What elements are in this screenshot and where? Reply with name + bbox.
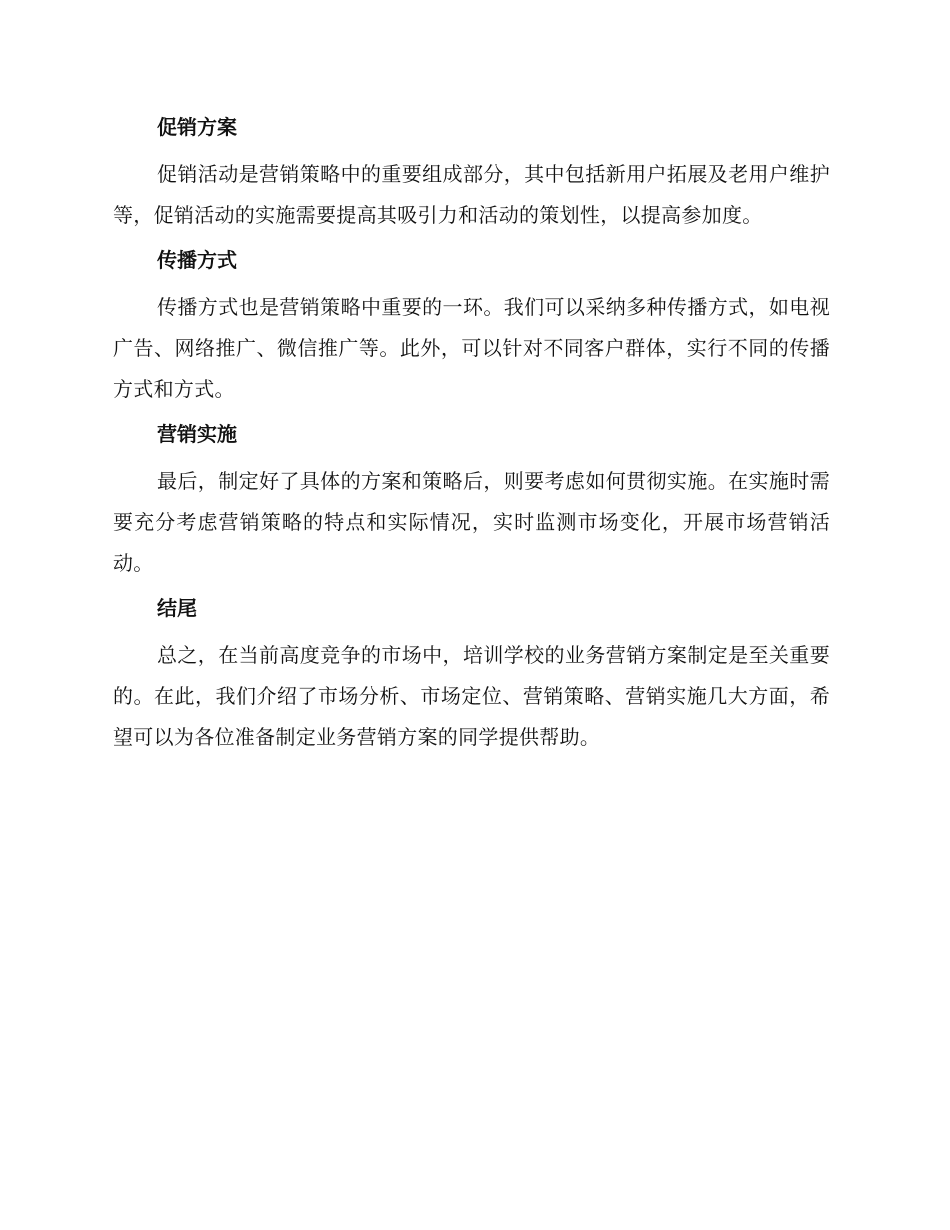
section-heading: 结尾	[157, 596, 197, 620]
section-conclusion	[113, 589, 830, 758]
section-communication	[113, 241, 830, 410]
section-heading: 促销方案	[157, 115, 237, 139]
document-page	[113, 108, 830, 763]
section-paragraph: 传播方式也是营销策略中重要的一环。我们可以采纳多种传播方式，如电视广告、网络推广、微信推广等。此外，可以针对不同客户群体，实行不同的传播方式和方式。	[113, 295, 830, 401]
section-heading: 营销实施	[157, 422, 237, 446]
section-paragraph: 促销活动是营销策略中的重要组成部分，其中包括新用户拓展及老用户维护等，促销活动的实施需要提高其吸引力和活动的策划性，以提高参加度。	[113, 162, 830, 227]
section-paragraph: 总之，在当前高度竞争的市场中，培训学校的业务营销方案制定是至关重要的。在此，我们介绍了市场分析、市场定位、营销策略、营销实施几大方面，希望可以为各位准备制定业务营销方案的同学提供帮助。	[113, 643, 830, 749]
section-implementation	[113, 415, 830, 584]
section-heading: 传播方式	[157, 248, 237, 272]
section-paragraph: 最后，制定好了具体的方案和策略后，则要考虑如何贯彻实施。在实施时需要充分考虑营销策略的特点和实际情况，实时监测市场变化，开展市场营销活动。	[113, 469, 830, 575]
section-promotion	[113, 108, 830, 236]
